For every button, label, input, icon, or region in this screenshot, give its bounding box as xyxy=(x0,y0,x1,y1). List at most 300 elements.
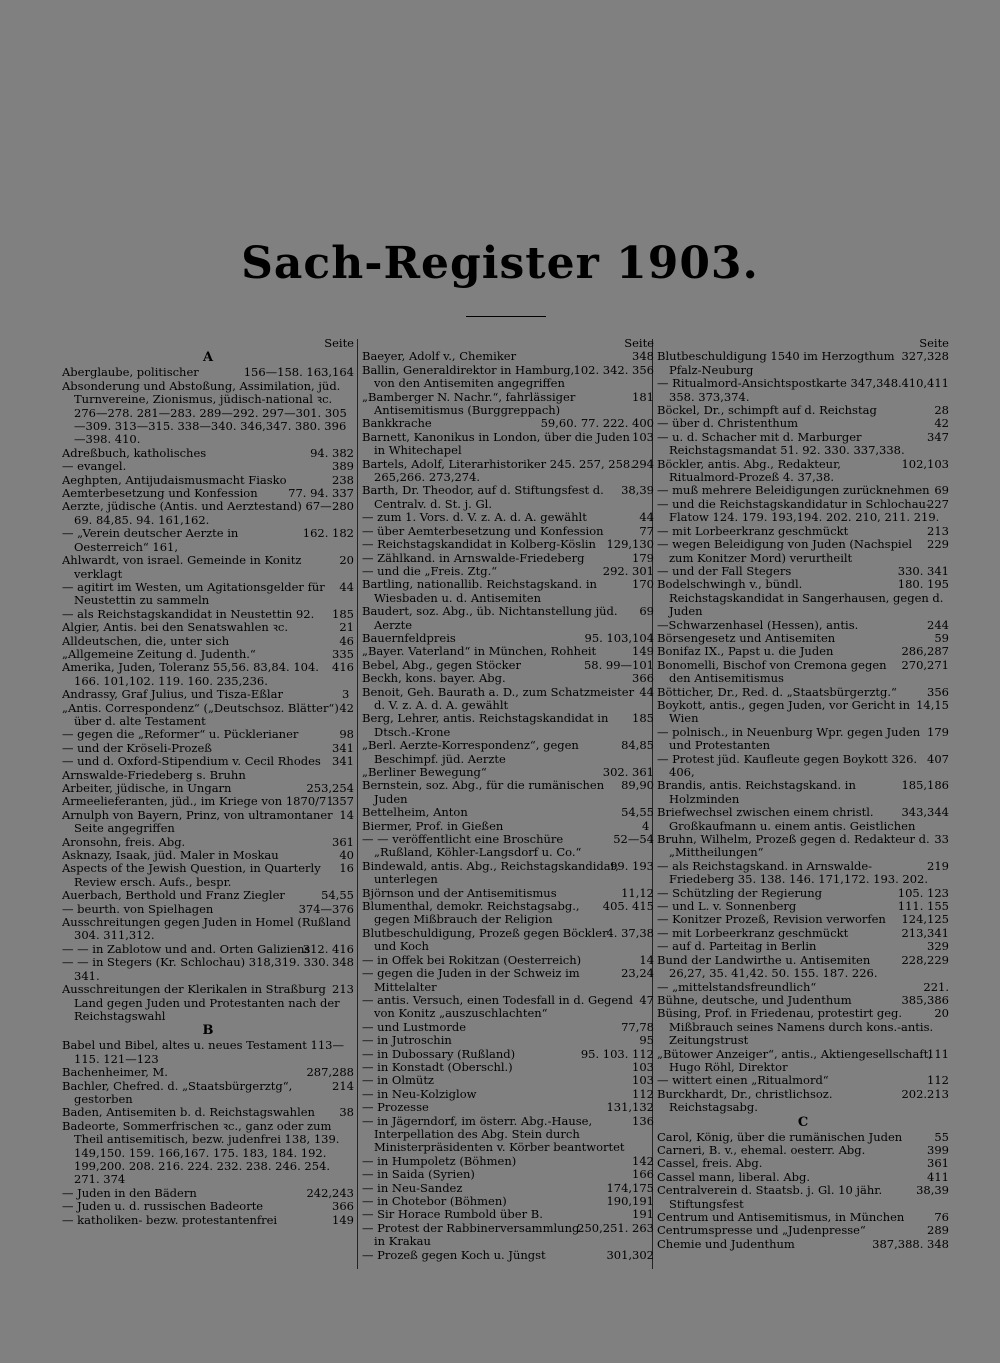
entry-pages: 99. 193 xyxy=(610,858,654,873)
index-entry xyxy=(362,350,654,363)
index-entry xyxy=(62,474,354,487)
entry-pages: 44 xyxy=(639,684,654,699)
entry-text: — katholiken- bezw. protestantenfrei xyxy=(62,1212,278,1227)
index-entry xyxy=(362,766,654,779)
entry-text: Aspects of the Jewish Question, in Quarterly Review ersch. Aufs., bespr. xyxy=(62,861,321,889)
entry-text: Burckhardt, Dr., christlichsoz. Reichstagsabg. xyxy=(657,1086,833,1115)
entry-text: Bernstein, soz. Abg., für die rumänischen Juden xyxy=(362,778,605,806)
entry-pages: 387,388. 348 xyxy=(872,1236,949,1251)
entry-text: Bauernfeldpreis xyxy=(362,630,456,645)
entry-text: — Protest der Rabbinerversammlung in Krakau xyxy=(362,1220,580,1249)
entry-text: — Sir Horace Rumbold über B. xyxy=(362,1207,543,1222)
index-entry xyxy=(657,1074,949,1087)
index-entry xyxy=(362,1088,654,1101)
index-entry xyxy=(362,1115,654,1155)
entry-pages: 399 xyxy=(927,1142,949,1157)
entry-text: Bindewald, antis. Abg., Reichstagskandidat, unterlegen xyxy=(362,858,619,887)
entry-text: Blutbeschuldigung 1540 im Herzogthum Pfalz-Neuburg xyxy=(657,349,895,377)
column-divider xyxy=(357,339,358,1269)
entry-text: Böckler, antis. Abg., Redakteur, Ritualmord-Prozeß 4. 37,38. xyxy=(657,456,841,485)
entry-pages: 38 xyxy=(339,1105,354,1120)
index-entry xyxy=(62,500,354,527)
entry-pages: 59 xyxy=(934,630,949,645)
entry-text: „Bayer. Vaterland“ in München, Rohheit xyxy=(362,644,597,659)
index-entry xyxy=(362,686,654,713)
entry-text: — und die „Freis. Ztg.“ xyxy=(362,563,498,578)
entry-pages: 181 xyxy=(632,389,654,404)
entry-pages: 329 xyxy=(927,939,949,954)
index-entry xyxy=(362,538,654,551)
entry-pages: 280 xyxy=(332,499,354,514)
entry-text: — in Humpoletz (Böhmen) xyxy=(362,1153,517,1168)
entry-text: — mit Lorbeerkranz geschmückt xyxy=(657,523,849,538)
index-entry xyxy=(657,913,949,926)
index-entry xyxy=(362,578,654,605)
entry-text: — in Chotebor (Böhmen) xyxy=(362,1194,507,1208)
entry-pages: 180. 195 xyxy=(897,577,949,592)
entry-text: Beckh, kons. bayer. Abg. xyxy=(362,671,506,686)
entry-pages: 33 xyxy=(934,832,949,847)
entry-text: Arnswalde-Friedeberg s. Bruhn xyxy=(62,767,246,782)
index-entry xyxy=(362,712,654,739)
entry-pages: 95. 103. 112 xyxy=(580,1046,654,1061)
entry-pages: 69 xyxy=(639,604,654,619)
index-entry xyxy=(657,927,949,940)
entry-pages: 77,78 xyxy=(621,1019,654,1034)
entry-text: Asknazy, Isaak, jüd. Maler in Moskau xyxy=(62,848,279,863)
entry-pages: 357 xyxy=(332,794,354,809)
index-column-3 xyxy=(657,337,949,1337)
index-entry xyxy=(657,1211,949,1224)
entry-pages: 166 xyxy=(632,1167,654,1182)
entry-pages: 89,90 xyxy=(621,778,654,793)
title-rule xyxy=(466,316,546,317)
index-entry xyxy=(62,527,354,554)
index-entry xyxy=(657,1238,949,1251)
entry-text: — Protest jüd. Kaufleute gegen Boykott 326. 406, xyxy=(657,751,918,779)
entry-text: — — in Zablotow und and. Orten Galiziens xyxy=(62,941,311,956)
index-entry xyxy=(62,728,354,741)
index-entry xyxy=(362,1249,654,1262)
index-entry xyxy=(362,1061,654,1074)
index-entry xyxy=(657,632,949,645)
index-entry xyxy=(362,1195,654,1208)
entry-text: — auf d. Parteitag in Berlin xyxy=(657,939,817,954)
entry-pages: 28 xyxy=(934,403,949,418)
entry-text: Adreßbuch, katholisches xyxy=(62,445,207,460)
entry-pages: 407 xyxy=(927,751,949,766)
index-column-2 xyxy=(362,337,654,1337)
index-entry xyxy=(62,702,354,729)
index-entry xyxy=(657,860,949,887)
index-entry xyxy=(362,779,654,806)
entry-pages: 292. 301 xyxy=(602,563,654,578)
index-entry xyxy=(62,1106,354,1119)
entry-pages: 131,132 xyxy=(606,1100,654,1115)
entry-pages: 219 xyxy=(927,858,949,873)
entry-pages: 95 xyxy=(639,1033,654,1048)
index-entry xyxy=(362,417,654,430)
section-letter: A xyxy=(202,350,214,366)
entry-pages: 250,251. 263 xyxy=(577,1220,654,1235)
index-entry xyxy=(62,755,354,768)
entry-pages: 185 xyxy=(332,606,354,621)
entry-text: — Konitzer Prozeß, Revision verworfen xyxy=(657,912,886,927)
index-entry xyxy=(62,836,354,849)
entry-pages: 4 xyxy=(642,818,650,833)
entry-text: Bartels, Adolf, Literarhistoriker 245. 257, 258. 265,266. 273,274. xyxy=(362,456,634,485)
index-entry xyxy=(62,916,354,943)
index-entry xyxy=(62,742,354,755)
entry-text: Blutbeschuldigung, Prozeß gegen Böckler und Koch xyxy=(362,925,608,954)
entry-pages: 286,287 xyxy=(901,644,949,659)
index-entry xyxy=(657,954,949,981)
entry-text: „Antis. Correspondenz“ („Deutschsoz. Blätter“) über d. alte Testament xyxy=(62,700,339,728)
index-entry xyxy=(362,887,654,900)
index-entry xyxy=(62,795,354,808)
entry-pages: 302. 361 xyxy=(602,765,654,779)
entry-pages: 347 xyxy=(927,429,949,444)
entry-pages: 16 xyxy=(339,861,354,876)
index-entry xyxy=(362,1222,654,1249)
entry-pages: 69 xyxy=(934,483,949,498)
section-letter: B xyxy=(202,1023,214,1039)
entry-text: Chemie und Judenthum xyxy=(657,1236,795,1251)
index-entry xyxy=(657,900,949,913)
index-entry xyxy=(657,833,949,860)
entry-text: Algier, Antis. bei den Senatswahlen ꝛc. xyxy=(62,620,288,635)
entry-text: — in Dubossary (Rußland) xyxy=(362,1046,516,1061)
entry-text: — „mittelstandsfreundlich“ xyxy=(657,979,817,994)
index-entry xyxy=(657,538,949,565)
index-entry xyxy=(657,1224,949,1237)
index-entry xyxy=(657,686,949,699)
entry-pages: 361 xyxy=(332,834,354,849)
index-entry xyxy=(657,484,949,497)
entry-text: Blumenthal, demokr. Reichstagsabg., gegen Mißbrauch der Religion xyxy=(362,899,580,927)
index-entry xyxy=(657,525,949,538)
index-entry xyxy=(362,659,654,672)
entry-text: Centrumspresse und „Judenpresse“ xyxy=(657,1223,866,1238)
entry-text: — und der Kröseli-Prozeß xyxy=(62,740,212,755)
entry-pages: 149 xyxy=(332,1212,354,1227)
entry-text: Ausschreitungen der Klerikalen in Straßburg Land gegen Juden und Protestanten nach der Reichstagswahl xyxy=(62,982,340,1023)
entry-pages: 185,186 xyxy=(901,778,949,793)
index-entry xyxy=(62,769,354,782)
entry-pages: 244 xyxy=(927,617,949,632)
entry-pages: 294 xyxy=(632,456,654,471)
index-entry xyxy=(62,635,354,648)
index-entry xyxy=(657,1088,949,1115)
entry-text: — muß mehrere Beleidigungen zurücknehmen xyxy=(657,483,930,498)
entry-text: — zum 1. Vors. d. V. z. A. d. A. gewählt xyxy=(362,510,587,525)
entry-pages: 76 xyxy=(934,1210,949,1224)
entry-text: Baudert, soz. Abg., üb. Nichtanstellung jüd. Aerzte xyxy=(362,604,618,632)
entry-pages: 228,229 xyxy=(901,952,949,967)
entry-text: — „Verein deutscher Aerzte in Oesterreich“ 161, xyxy=(62,526,239,554)
entry-pages: 20 xyxy=(934,1006,949,1021)
entry-pages: 42 xyxy=(934,416,949,431)
index-entry xyxy=(657,578,949,618)
entry-text: Brandis, antis. Reichstagskand. in Holzminden xyxy=(657,778,856,806)
entry-pages: 47 xyxy=(639,992,654,1007)
entry-pages: 95. 103,104 xyxy=(584,630,654,645)
entry-text: — beurth. von Spielhagen xyxy=(62,901,214,916)
entry-pages: 55 xyxy=(934,1129,949,1144)
entry-text: Biermer, Prof. in Gießen xyxy=(362,818,504,833)
entry-text: Böckel, Dr., schimpft auf d. Reichstag xyxy=(657,403,877,418)
entry-text: Bruhn, Wilhelm, Prozeß gegen d. Redakteur d. „Mittheilungen“ xyxy=(657,832,930,860)
entry-text: Ausschreitungen gegen Juden in Homel (Rußland 304. 311,312. xyxy=(62,915,351,943)
index-entry xyxy=(62,1187,354,1200)
entry-text: — in Konstadt (Oberschl.) xyxy=(362,1059,513,1074)
entry-pages: 124,125 xyxy=(901,912,949,927)
entry-pages: 335 xyxy=(332,646,354,661)
entry-pages: 111. 155 xyxy=(897,899,949,914)
entry-text: Boykott, antis., gegen Juden, vor Gericht in Wien xyxy=(657,697,910,726)
entry-text: — in Jutroschin xyxy=(362,1033,452,1048)
entry-pages: 330. 341 xyxy=(897,563,949,578)
entry-pages: 213,341 xyxy=(901,925,949,940)
entry-text: Andrassy, Graf Julius, und Tisza-Eßlar xyxy=(62,687,283,702)
entry-pages: 58. 99—101 xyxy=(583,657,654,672)
entry-pages: 59,60. 77. 222. 400 xyxy=(540,416,654,431)
entry-text: Bühne, deutsche, und Judenthum xyxy=(657,992,852,1007)
entry-text: Aronsohn, freis. Abg. xyxy=(62,834,186,849)
entry-text: — polnisch., in Neuenburg Wpr. gegen Juden und Protestanten xyxy=(657,724,921,753)
entry-pages: 21 xyxy=(339,620,354,635)
index-entry xyxy=(362,954,654,967)
entry-pages: 142 xyxy=(632,1153,654,1168)
entry-pages: 44 xyxy=(639,510,654,525)
index-entry xyxy=(62,889,354,902)
index-entry xyxy=(62,581,354,608)
entry-text: — — veröffentlicht eine Broschüre „Rußland, Köhler-Langsdorf u. Co.“ xyxy=(362,832,582,860)
entry-pages: 405. 415 xyxy=(602,899,654,914)
entry-text: Bachenheimer, M. xyxy=(62,1065,168,1080)
entry-pages: 366 xyxy=(632,671,654,686)
entry-text: — in Jägerndorf, im österr. Abg.-Hause, Interpellation des Abg. Stein durch Ministerpräsidenten v. Körber beantwortet xyxy=(362,1113,625,1155)
entry-pages: 77 xyxy=(639,523,654,538)
entry-pages: 42 xyxy=(339,700,354,715)
entry-pages: 411 xyxy=(927,1169,949,1184)
entry-text: Bötticher, Dr., Red. d. „Staatsbürgerztg.“ xyxy=(657,684,897,699)
index-entry xyxy=(657,779,949,806)
index-entry xyxy=(62,1066,354,1079)
index-entry xyxy=(62,1214,354,1227)
entry-pages: 214 xyxy=(332,1078,354,1093)
entry-pages: 38,39 xyxy=(916,1183,949,1198)
entry-pages: 213 xyxy=(332,982,354,997)
entry-pages: 179 xyxy=(927,724,949,739)
index-entry xyxy=(362,565,654,578)
index-entry xyxy=(362,364,654,391)
entry-pages: 343,344 xyxy=(901,805,949,820)
index-entry xyxy=(362,1168,654,1181)
entry-text: — und Lustmorde xyxy=(362,1019,467,1034)
entry-text: Ballin, Generaldirektor in Hamburg, von den Antisemiten angegriffen xyxy=(362,362,575,391)
entry-pages: 348 xyxy=(332,955,354,970)
entry-pages: 221. xyxy=(923,979,949,994)
index-entry xyxy=(62,1039,354,1066)
seite-header: Seite xyxy=(919,337,949,350)
entry-pages: 179 xyxy=(632,550,654,565)
entry-pages: 103 xyxy=(632,429,654,444)
section-letter: C xyxy=(797,1114,809,1130)
index-entry xyxy=(362,833,654,860)
entry-text: Bachler, Chefred. d. „Staatsbürgerztg“, gestorben xyxy=(62,1078,293,1106)
entry-text: — mit Lorbeerkranz geschmückt xyxy=(657,925,849,940)
entry-text: „Bütower Anzeiger“, antis., Aktiengesellschaft, Hugo Röhl, Direktor xyxy=(657,1046,932,1074)
entry-pages: 103 xyxy=(632,1073,654,1088)
entry-pages: 84,85 xyxy=(621,738,654,753)
index-entry xyxy=(62,903,354,916)
entry-text: Büsing, Prof. in Friedenau, protestirt geg. Mißbrauch seines Namens durch kons.-antis. Zeitungstrust xyxy=(657,1006,934,1048)
index-entry xyxy=(657,431,949,458)
entry-text: Bonifaz IX., Papst u. die Juden xyxy=(657,644,834,659)
entry-text: — in Neu-Sandez xyxy=(362,1180,463,1195)
index-entry xyxy=(657,645,949,658)
index-entry xyxy=(62,487,354,500)
seite-header: Seite xyxy=(624,337,654,350)
entry-pages: 374—376 xyxy=(298,901,354,916)
entry-pages: 20 xyxy=(339,553,354,568)
index-entry xyxy=(362,860,654,887)
entry-text: „Bamberger N. Nachr.“, fahrlässiger Antisemitismus (Burggreppach) xyxy=(362,389,576,418)
entry-text: Babel und Bibel, altes u. neues Testament 113—115. 121—123 xyxy=(62,1038,344,1066)
entry-text: Carol, König, über die rumänischen Juden xyxy=(657,1129,903,1144)
entry-text: Barnett, Kanonikus in London, über die Juden in Whitechapel xyxy=(362,429,630,458)
entry-text: — agitirt im Westen, um Agitationsgelder für Neustettin zu sammeln xyxy=(62,579,325,608)
index-entry xyxy=(657,1048,949,1075)
entry-text: Bartling, nationallib. Reichstagskand. in Wiesbaden u. d. Antisemiten xyxy=(362,577,597,605)
index-entry xyxy=(362,391,654,418)
entry-pages: 416 xyxy=(332,660,354,675)
entry-pages: 102,103 xyxy=(901,456,949,471)
index-entry xyxy=(657,806,949,833)
index-entry xyxy=(362,1074,654,1087)
index-entry xyxy=(657,1144,949,1157)
index-entry xyxy=(62,608,354,621)
entry-pages: 253,254 xyxy=(306,781,354,795)
seite-header: Seite xyxy=(324,337,354,350)
index-entry xyxy=(362,739,654,766)
entry-pages: 3 xyxy=(342,687,350,702)
index-entry xyxy=(62,621,354,634)
index-entry xyxy=(657,940,949,953)
entry-pages: 98 xyxy=(339,727,354,742)
entry-text: — über d. Christenthum xyxy=(657,416,799,431)
index-entry xyxy=(362,632,654,645)
entry-pages: 190,191 xyxy=(606,1194,654,1208)
entry-text: Arbeiter, jüdische, in Ungarn xyxy=(62,781,232,795)
index-entry xyxy=(362,994,654,1021)
entry-text: Aberglaube, politischer xyxy=(62,365,199,380)
entry-text: Barth, Dr. Theodor, auf d. Stiftungsfest d. Centralv. d. St. j. Gl. xyxy=(362,483,604,511)
index-entry xyxy=(657,565,949,578)
entry-pages: 227 xyxy=(927,496,949,511)
entry-text: Auerbach, Berthold und Franz Ziegler xyxy=(62,888,285,903)
index-entry xyxy=(362,967,654,994)
entry-text: Cassel, freis. Abg. xyxy=(657,1156,763,1171)
index-entry xyxy=(362,484,654,511)
index-entry xyxy=(62,943,354,956)
index-entry xyxy=(362,431,654,458)
entry-text: —Schwarzenhasel (Hessen), antis. xyxy=(657,617,859,632)
entry-text: — Juden in den Bädern xyxy=(62,1185,197,1200)
entry-text: — in Olmütz xyxy=(362,1073,434,1088)
index-entry xyxy=(657,981,949,994)
entry-text: Alldeutschen, die, unter sich xyxy=(62,633,230,648)
entry-pages: 23,24 xyxy=(621,966,654,981)
entry-pages: 410,411 xyxy=(901,376,949,391)
index-entry xyxy=(362,1182,654,1195)
index-entry xyxy=(657,350,949,377)
index-entry xyxy=(657,1007,949,1047)
index-entry xyxy=(362,645,654,658)
entry-pages: 46 xyxy=(339,633,354,648)
entry-text: — Juden u. d. russischen Badeorte xyxy=(62,1199,264,1214)
entry-text: — Prozesse xyxy=(362,1100,429,1115)
index-entry xyxy=(657,458,949,485)
entry-pages: 52—54 xyxy=(613,832,654,847)
entry-pages: 129,130 xyxy=(606,537,654,552)
index-entry xyxy=(657,619,949,632)
entry-pages: 213 xyxy=(927,523,949,538)
index-entry xyxy=(362,1021,654,1034)
entry-text: Berg, Lehrer, antis. Reichstagskandidat in Dtsch.-Krone xyxy=(362,711,609,739)
entry-text: — Prozeß gegen Koch u. Jüngst xyxy=(362,1247,546,1262)
entry-text: — wittert einen „Ritualmord“ xyxy=(657,1073,829,1088)
entry-text: — und L. v. Sonnenberg xyxy=(657,899,797,914)
index-entry xyxy=(657,417,949,430)
index-entry xyxy=(62,648,354,661)
entry-pages: 327,328 xyxy=(901,349,949,364)
index-entry xyxy=(362,458,654,485)
entry-text: Bodelschwingh v., bündl. Reichstagskandidat in Sangerhausen, gegen d. Juden xyxy=(657,577,944,619)
entry-pages: 356 xyxy=(927,684,949,699)
entry-text: Aemterbesetzung und Konfession xyxy=(62,486,258,501)
entry-pages: 242,243 xyxy=(306,1185,354,1200)
index-entry xyxy=(62,1120,354,1187)
index-entry xyxy=(657,1184,949,1211)
index-entry xyxy=(62,366,354,379)
index-entry xyxy=(657,1131,949,1144)
entry-text: Centrum und Antisemitismus, in München xyxy=(657,1210,905,1224)
index-entry xyxy=(362,900,654,927)
entry-pages: 136 xyxy=(632,1113,654,1128)
entry-pages: 312. 416 xyxy=(302,941,354,956)
entry-text: Bund der Landwirthe u. Antisemiten 26,27, 35. 41,42. 50. 155. 187. 226. xyxy=(657,952,878,981)
index-entry xyxy=(362,525,654,538)
entry-pages: 54,55 xyxy=(621,805,654,820)
entry-text: „Allgemeine Zeitung d. Judenth.“ xyxy=(62,646,256,661)
index-entry xyxy=(362,511,654,524)
entry-pages: 54,55 xyxy=(321,888,354,903)
index-entry xyxy=(62,688,354,701)
index-entry xyxy=(657,377,949,404)
index-entry xyxy=(62,782,354,795)
index-entry xyxy=(362,1034,654,1047)
index-entry xyxy=(62,447,354,460)
entry-pages: 385,386 xyxy=(901,992,949,1007)
entry-pages: 14 xyxy=(639,952,654,967)
entry-text: — Ritualmord-Ansichtspostkarte 347,348. 358. 373,374. xyxy=(657,376,902,404)
index-entry xyxy=(62,1200,354,1213)
entry-text: — Schützling der Regierung xyxy=(657,885,823,900)
entry-pages: 38,39 xyxy=(621,483,654,498)
entry-text: — in Neu-Kolziglow xyxy=(362,1086,477,1101)
